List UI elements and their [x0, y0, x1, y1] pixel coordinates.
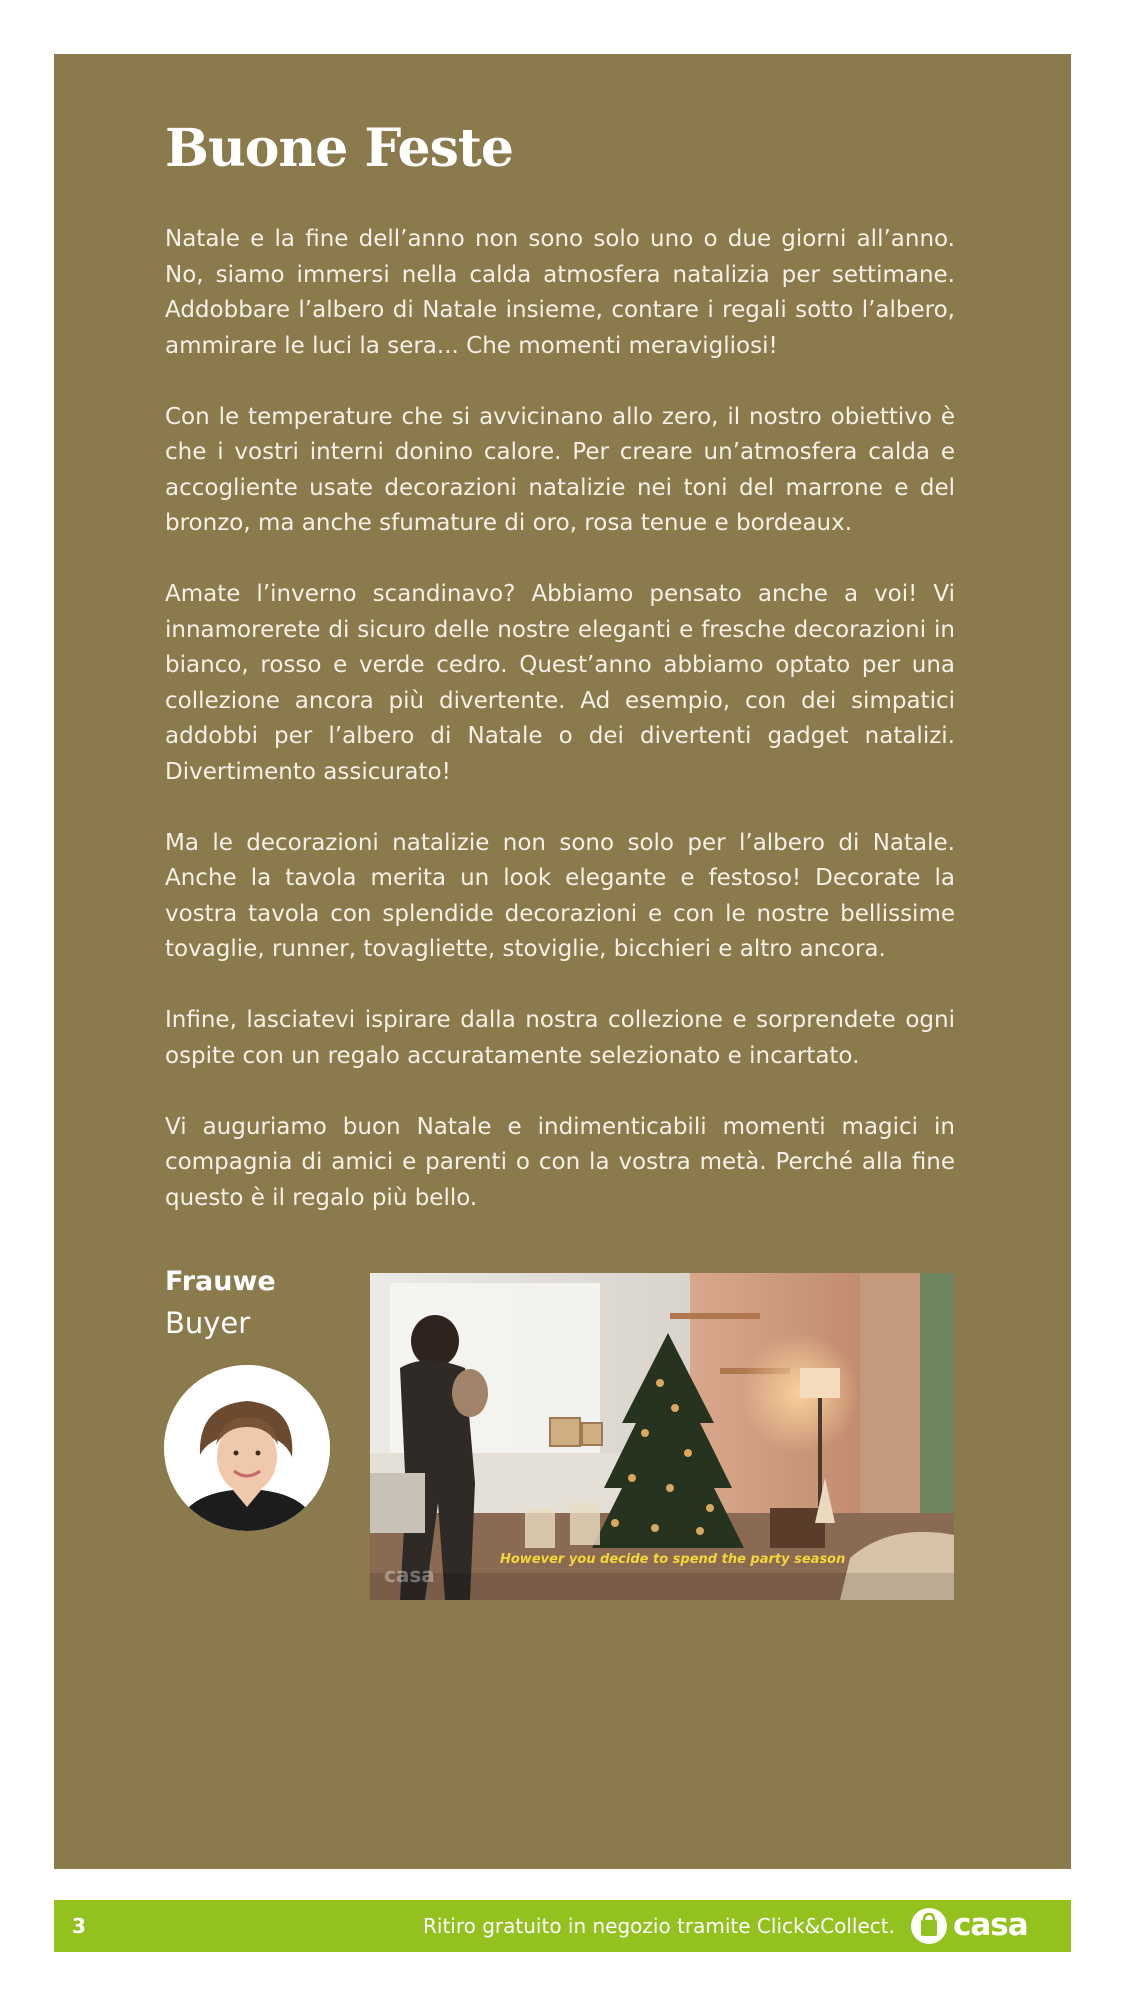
page-number: 3: [72, 1914, 86, 1938]
video-caption: However you decide to spend the party season: [500, 1552, 846, 1567]
video-watermark: casa: [384, 1563, 435, 1587]
footer-note: Ritiro gratuito in negozio tramite Click&Collect.: [423, 1914, 895, 1938]
person-photo: [164, 1365, 330, 1531]
casa-logo[interactable]: [909, 1906, 1043, 1946]
paragraph: Amate l’inverno scandinavo? Abbiamo pensato anche a voi! Vi innamorerete di sicuro delle nostre eleganti e fresche decorazioni in bianco, rosso e verde cedro. Quest’anno abbiamo optato per una collezione ancora più divertente. Ad esempio, con dei simpatici addobbi per l’albero di Natale o dei divertenti gadget natalizi. Divertimento assicurato!: [165, 581, 955, 785]
logo-wordmark: casa: [953, 1907, 1028, 1943]
paragraph: Natale e la fine dell’anno non sono solo uno o due giorni all’anno. No, siamo immersi nella calda atmosfera natalizia per settimane. Addobbare l’albero di Natale insieme, contare i regali sotto l’albero, ammirare le luci la sera... Che momenti meravigliosi!: [165, 226, 955, 359]
signature-name: Frauwe: [165, 1266, 276, 1297]
paragraph: Infine, lasciatevi ispirare dalla nostra collezione e sorprendete ogni ospite con un regalo accuratamente selezionato e incartato.: [165, 1007, 955, 1069]
video-player[interactable]: [370, 1273, 954, 1600]
buyer-portrait: [164, 1365, 330, 1531]
video-frame: [370, 1273, 954, 1600]
shopping-bag-icon: [909, 1906, 949, 1946]
footer-bar: [54, 1900, 1071, 1952]
page-title: Buone Feste: [165, 118, 513, 179]
signature-role: Buyer: [165, 1306, 251, 1340]
paragraph: Vi auguriamo buon Natale e indimenticabili momenti magici in compagnia di amici e parenti o con la vostra metà. Perché alla fine questo è il regalo più bello.: [165, 1113, 955, 1211]
paragraph: Ma le decorazioni natalizie non sono solo per l’albero di Natale. Anche la tavola merita un look elegante e festoso! Decorate la vostra tavola con splendide decorazioni e con le nostre bellissime tovaglie, runner, tovagliette, stoviglie, bicchieri e altro ancora.: [165, 829, 955, 962]
intro-text: [165, 222, 955, 1252]
paragraph: Con le temperature che si avvicinano allo zero, il nostro obiettivo è che i vostri interni donino calore. Per creare un’atmosfera calda e accogliente usate decorazioni natalizie nei toni del marrone e del bronzo, ma anche sfumature di oro, rosa tenue e bordeaux.: [165, 403, 955, 536]
